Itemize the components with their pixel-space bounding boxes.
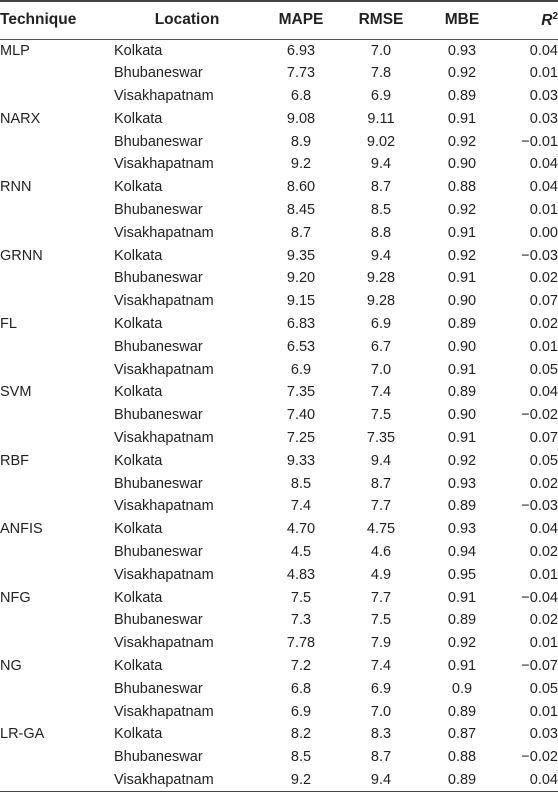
cell-r2: 0.02 — [529, 475, 558, 492]
cell-location: Visakhapatnam — [114, 566, 214, 583]
cell-r2: 0.07 — [529, 429, 558, 446]
cell-location: Visakhapatnam — [114, 498, 214, 515]
cell-rmse: 9.4 — [370, 156, 392, 173]
cell-mbe: 0.91 — [447, 270, 477, 287]
table-row — [0, 518, 558, 541]
table-row — [0, 563, 558, 586]
table-row — [0, 746, 558, 769]
cell-technique — [0, 335, 112, 358]
cell-mape: 9.15 — [286, 293, 316, 310]
cell-mape: 7.5 — [290, 589, 312, 606]
cell-mape: 4.5 — [290, 543, 312, 560]
cell-technique: NARX — [0, 110, 41, 127]
cell-mape: 6.8 — [290, 680, 312, 697]
cell-rmse: 8.7 — [370, 749, 392, 766]
cell-technique — [0, 85, 112, 108]
cell-mape: 4.83 — [286, 566, 316, 583]
cell-r2: 0.04 — [529, 179, 558, 196]
cell-r2: 0.01 — [529, 703, 558, 720]
table-row — [0, 381, 558, 404]
cell-rmse: 8.5 — [370, 201, 392, 218]
cell-mbe: 0.89 — [447, 384, 477, 401]
cell-mbe: 0.93 — [447, 42, 477, 59]
cell-location: Kolkata — [114, 110, 163, 127]
table-row — [0, 495, 558, 518]
cell-r2: −0.03 — [521, 247, 558, 264]
cell-mape: 8.7 — [290, 224, 312, 241]
cell-mape: 6.9 — [290, 361, 312, 378]
cell-r2: 0.03 — [529, 87, 558, 104]
cell-r2: −0.02 — [521, 407, 558, 424]
cell-r2: 0.05 — [529, 452, 558, 469]
cell-mape: 8.2 — [290, 726, 312, 743]
cell-location: Kolkata — [114, 179, 163, 196]
cell-location: Visakhapatnam — [114, 429, 214, 446]
table-row — [0, 541, 558, 564]
cell-r2: 0.01 — [529, 65, 558, 82]
cell-r2: 0.02 — [529, 543, 558, 560]
cell-rmse: 7.5 — [370, 407, 392, 424]
cell-mape: 8.9 — [290, 133, 312, 150]
cell-technique — [0, 495, 112, 518]
cell-location: Kolkata — [114, 452, 163, 469]
cell-location: Bhubaneswar — [114, 543, 203, 560]
cell-mbe: 0.88 — [447, 179, 477, 196]
cell-technique: FL — [0, 315, 17, 332]
cell-mbe: 0.87 — [447, 726, 477, 743]
cell-location: Visakhapatnam — [114, 87, 214, 104]
cell-mbe: 0.90 — [447, 293, 477, 310]
cell-r2: 0.00 — [529, 224, 558, 241]
cell-mbe: 0.89 — [447, 771, 477, 788]
cell-r2: 0.07 — [529, 293, 558, 310]
table-row — [0, 632, 558, 655]
cell-r2: 0.05 — [529, 361, 558, 378]
header-rmse: RMSE — [340, 1, 422, 39]
cell-mbe: 0.89 — [447, 498, 477, 515]
cell-r2: 0.01 — [529, 201, 558, 218]
cell-location: Kolkata — [114, 589, 163, 606]
table-row — [0, 313, 558, 336]
cell-mbe: 0.9 — [451, 680, 473, 697]
cell-r2: 0.03 — [529, 110, 558, 127]
table-row — [0, 427, 558, 450]
cell-mbe: 0.91 — [447, 589, 477, 606]
cell-technique: ANFIS — [0, 521, 43, 538]
cell-mbe: 0.88 — [447, 749, 477, 766]
cell-rmse: 7.5 — [370, 612, 392, 629]
cell-r2: 0.01 — [529, 338, 558, 355]
cell-technique — [0, 153, 112, 176]
cell-rmse: 9.28 — [366, 270, 396, 287]
cell-location: Bhubaneswar — [114, 749, 203, 766]
cell-rmse: 7.4 — [370, 384, 392, 401]
cell-mbe: 0.90 — [447, 338, 477, 355]
cell-rmse: 7.9 — [370, 635, 392, 652]
cell-mape: 9.35 — [286, 247, 316, 264]
cell-r2: −0.02 — [521, 749, 558, 766]
cell-technique — [0, 563, 112, 586]
cell-mape: 8.5 — [290, 749, 312, 766]
table-row — [0, 244, 558, 267]
cell-rmse: 4.6 — [370, 543, 392, 560]
cell-technique: RNN — [0, 179, 32, 196]
cell-technique: RBF — [0, 452, 29, 469]
cell-technique — [0, 746, 112, 769]
table-row — [0, 290, 558, 313]
cell-rmse: 6.9 — [370, 680, 392, 697]
cell-technique — [0, 541, 112, 564]
cell-mape: 7.4 — [290, 498, 312, 515]
cell-mbe: 0.89 — [447, 87, 477, 104]
cell-technique — [0, 221, 112, 244]
cell-mbe: 0.91 — [447, 657, 477, 674]
cell-mbe: 0.92 — [447, 247, 477, 264]
header-mbe: MBE — [422, 1, 502, 39]
table-row — [0, 267, 558, 290]
cell-rmse: 7.35 — [366, 429, 396, 446]
cell-mbe: 0.92 — [447, 65, 477, 82]
cell-mbe: 0.91 — [447, 224, 477, 241]
cell-rmse: 4.9 — [370, 566, 392, 583]
cell-mape: 6.8 — [290, 87, 312, 104]
cell-rmse: 7.7 — [370, 589, 392, 606]
cell-rmse: 9.11 — [367, 110, 395, 127]
cell-mape: 7.78 — [286, 635, 316, 652]
cell-mape: 9.33 — [286, 452, 316, 469]
cell-rmse: 7.4 — [370, 657, 392, 674]
table-row — [0, 655, 558, 678]
cell-location: Bhubaneswar — [114, 338, 203, 355]
cell-rmse: 8.3 — [370, 726, 392, 743]
cell-location: Bhubaneswar — [114, 133, 203, 150]
cell-rmse: 9.4 — [370, 247, 392, 264]
cell-technique: NG — [0, 657, 22, 674]
cell-rmse: 7.8 — [370, 65, 392, 82]
cell-mape: 9.2 — [290, 771, 312, 788]
cell-location: Visakhapatnam — [114, 635, 214, 652]
cell-rmse: 4.75 — [366, 521, 396, 538]
cell-mape: 9.20 — [286, 270, 316, 287]
cell-technique — [0, 130, 112, 153]
table-row — [0, 107, 558, 130]
cell-mbe: 0.90 — [447, 407, 477, 424]
cell-rmse: 6.9 — [370, 87, 392, 104]
cell-technique: NFG — [0, 589, 31, 606]
cell-rmse: 9.28 — [366, 293, 396, 310]
table-row — [0, 176, 558, 199]
cell-technique — [0, 632, 112, 655]
table-row — [0, 586, 558, 609]
cell-location: Visakhapatnam — [114, 771, 214, 788]
cell-location: Kolkata — [114, 384, 163, 401]
cell-mape: 9.2 — [290, 156, 312, 173]
cell-technique — [0, 427, 112, 450]
header-r2-base: R — [541, 11, 553, 29]
table-row — [0, 472, 558, 495]
table-row — [0, 335, 558, 358]
cell-location: Kolkata — [114, 42, 163, 59]
cell-mbe: 0.93 — [447, 521, 477, 538]
cell-location: Bhubaneswar — [114, 65, 203, 82]
cell-r2: 0.04 — [529, 42, 558, 59]
cell-technique — [0, 700, 112, 723]
table-row — [0, 62, 558, 85]
header-r2 — [502, 1, 558, 39]
cell-mbe: 0.94 — [447, 543, 477, 560]
cell-mape: 8.45 — [286, 201, 316, 218]
table-row — [0, 677, 558, 700]
cell-rmse: 9.4 — [370, 452, 392, 469]
cell-mape: 8.5 — [290, 475, 312, 492]
cell-r2: 0.02 — [529, 612, 558, 629]
cell-rmse: 6.7 — [370, 338, 392, 355]
cell-mape: 8.60 — [286, 179, 316, 196]
table-row — [0, 449, 558, 472]
table-row — [0, 723, 558, 746]
cell-mbe: 0.92 — [447, 452, 477, 469]
table-row — [0, 130, 558, 153]
cell-technique — [0, 199, 112, 222]
cell-technique — [0, 290, 112, 313]
table-body — [0, 39, 558, 791]
cell-location: Bhubaneswar — [114, 680, 203, 697]
cell-technique — [0, 358, 112, 381]
cell-rmse: 6.9 — [370, 315, 392, 332]
cell-location: Kolkata — [114, 521, 163, 538]
cell-location: Bhubaneswar — [114, 201, 203, 218]
cell-rmse: 7.0 — [370, 703, 392, 720]
cell-location: Visakhapatnam — [114, 361, 214, 378]
cell-technique — [0, 404, 112, 427]
cell-r2: −0.03 — [521, 498, 558, 515]
header-r2-sup: 2 — [552, 10, 558, 22]
cell-technique — [0, 609, 112, 632]
cell-mbe: 0.92 — [447, 133, 477, 150]
cell-rmse: 9.4 — [370, 771, 392, 788]
table-row — [0, 358, 558, 381]
cell-mape: 7.40 — [286, 407, 316, 424]
cell-location: Bhubaneswar — [114, 407, 203, 424]
cell-rmse: 8.7 — [370, 475, 392, 492]
cell-rmse: 7.0 — [370, 42, 392, 59]
cell-rmse: 7.7 — [370, 498, 392, 515]
cell-mape: 7.73 — [286, 65, 316, 82]
cell-mape: 6.9 — [290, 703, 312, 720]
cell-location: Kolkata — [114, 247, 163, 264]
table-row — [0, 85, 558, 108]
header-mape: MAPE — [262, 1, 340, 39]
cell-mape: 7.25 — [286, 429, 316, 446]
cell-r2: 0.04 — [529, 771, 558, 788]
cell-location: Bhubaneswar — [114, 475, 203, 492]
cell-technique: MLP — [0, 42, 30, 59]
cell-r2: 0.03 — [529, 726, 558, 743]
cell-r2: −0.04 — [521, 589, 558, 606]
cell-rmse: 7.0 — [370, 361, 392, 378]
cell-mape: 7.3 — [290, 612, 312, 629]
table-row — [0, 39, 558, 62]
cell-location: Bhubaneswar — [114, 612, 203, 629]
cell-technique — [0, 677, 112, 700]
cell-mbe: 0.90 — [447, 156, 477, 173]
cell-r2: 0.05 — [529, 680, 558, 697]
cell-mbe: 0.91 — [447, 361, 477, 378]
cell-r2: 0.02 — [529, 270, 558, 287]
cell-location: Kolkata — [114, 315, 163, 332]
cell-location: Visakhapatnam — [114, 703, 214, 720]
cell-mbe: 0.92 — [447, 201, 477, 218]
cell-r2: −0.01 — [521, 133, 558, 150]
cell-r2: 0.04 — [529, 384, 558, 401]
cell-r2: 0.04 — [529, 156, 558, 173]
cell-r2: −0.07 — [521, 657, 558, 674]
cell-mape: 6.53 — [286, 338, 316, 355]
cell-location: Kolkata — [114, 726, 163, 743]
cell-r2: 0.01 — [529, 635, 558, 652]
cell-mbe: 0.92 — [447, 635, 477, 652]
cell-rmse: 9.02 — [366, 133, 396, 150]
table-row — [0, 153, 558, 176]
cell-technique — [0, 267, 112, 290]
cell-r2: 0.02 — [529, 315, 558, 332]
cell-mbe: 0.89 — [447, 315, 477, 332]
cell-technique: SVM — [0, 384, 32, 401]
table-row — [0, 221, 558, 244]
cell-rmse: 8.8 — [370, 224, 392, 241]
cell-mbe: 0.89 — [447, 612, 477, 629]
cell-rmse: 8.7 — [370, 179, 392, 196]
cell-technique — [0, 62, 112, 85]
cell-location: Kolkata — [114, 657, 163, 674]
header-technique: Technique — [0, 1, 112, 39]
cell-r2: 0.04 — [529, 521, 558, 538]
cell-mape: 7.35 — [286, 384, 316, 401]
table-header — [0, 1, 558, 39]
cell-location: Visakhapatnam — [114, 293, 214, 310]
cell-mape: 9.08 — [286, 110, 316, 127]
cell-technique — [0, 769, 112, 792]
table-row — [0, 700, 558, 723]
cell-mape: 7.2 — [290, 657, 312, 674]
cell-mbe: 0.89 — [447, 703, 477, 720]
cell-mbe: 0.93 — [447, 475, 477, 492]
header-location: Location — [112, 1, 262, 39]
cell-mape: 6.83 — [286, 315, 316, 332]
table-row — [0, 404, 558, 427]
cell-technique — [0, 472, 112, 495]
cell-r2: 0.01 — [529, 566, 558, 583]
cell-mape: 6.93 — [286, 42, 316, 59]
cell-technique: LR-GA — [0, 726, 45, 743]
cell-mbe: 0.95 — [447, 566, 477, 583]
header-row — [0, 1, 558, 39]
cell-mape: 4.70 — [286, 521, 316, 538]
cell-technique: GRNN — [0, 247, 43, 264]
cell-location: Bhubaneswar — [114, 270, 203, 287]
table-row — [0, 609, 558, 632]
table-row — [0, 769, 558, 792]
cell-mbe: 0.91 — [447, 429, 477, 446]
cell-location: Visakhapatnam — [114, 224, 214, 241]
cell-location: Visakhapatnam — [114, 156, 214, 173]
cell-mbe: 0.91 — [447, 110, 477, 127]
table-row — [0, 199, 558, 222]
